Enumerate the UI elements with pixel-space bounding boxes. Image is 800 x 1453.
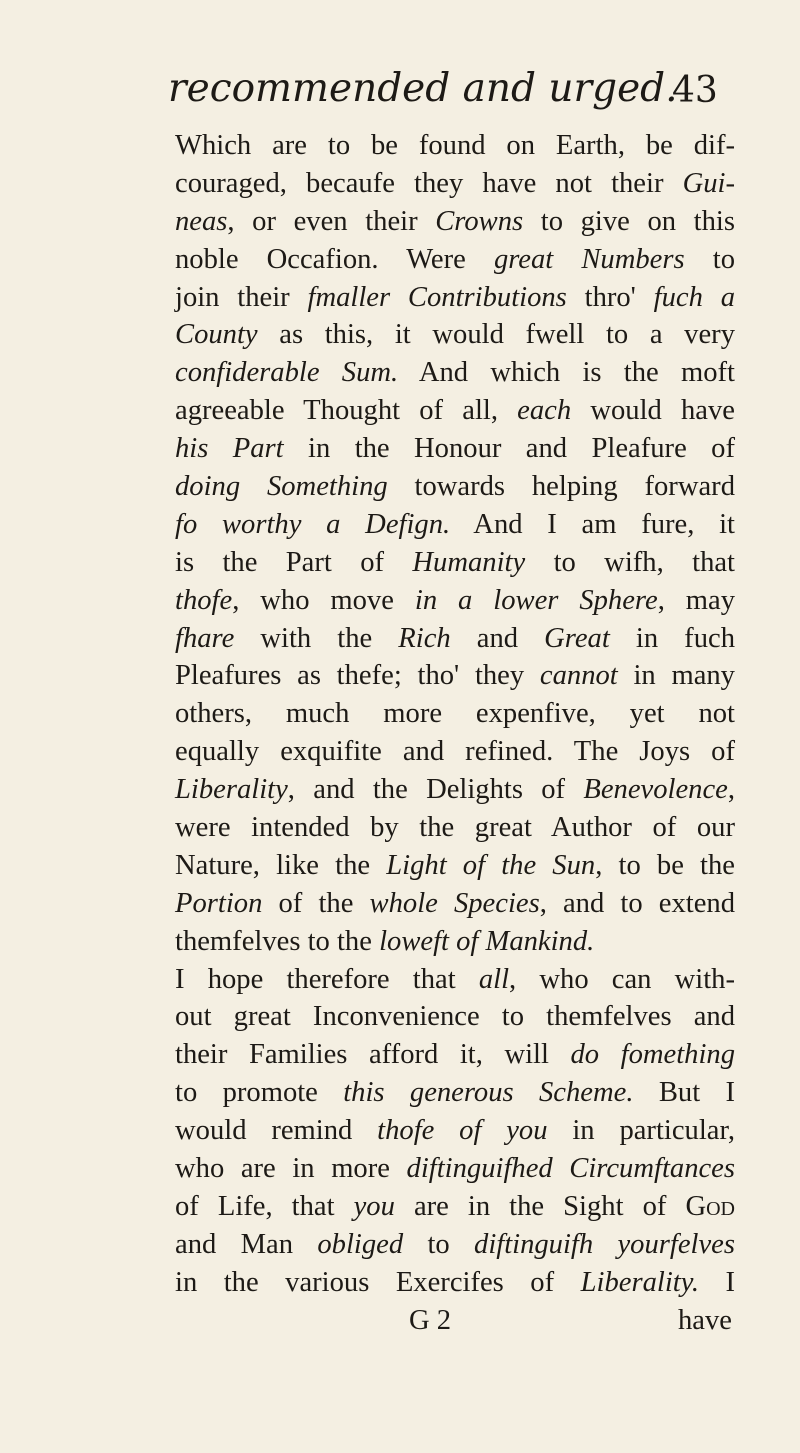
italic-text: diftinguifhed Circumftances: [406, 1153, 735, 1185]
text-run: , and the Delights of: [287, 774, 584, 806]
text-line: [175, 1112, 735, 1150]
text-run: towards helping forward: [387, 471, 735, 503]
text-run: I: [698, 1266, 735, 1298]
text-run: to wifh, that: [525, 546, 736, 578]
italic-text: fuch a: [653, 281, 735, 313]
text-run: , to be the: [595, 849, 735, 881]
text-line: [175, 165, 735, 203]
italic-text: neas: [175, 205, 228, 237]
italic-text: his Part: [175, 433, 284, 465]
text-run: to: [684, 243, 735, 275]
italic-text: loweft of Mankind.: [379, 925, 595, 957]
text-line: [175, 1074, 735, 1112]
body-text: [175, 127, 735, 1340]
text-run: noble Occafion. Were: [175, 243, 494, 275]
text-run: ,: [727, 774, 735, 806]
italic-text: Crowns: [435, 205, 524, 237]
italic-text: Liberality: [175, 774, 288, 806]
text-line: [175, 279, 735, 317]
text-line: [175, 506, 735, 544]
text-run: And which is the moft: [398, 357, 736, 389]
italic-text: do fomething: [570, 1039, 736, 1071]
text-line: [175, 733, 735, 771]
text-line: [175, 582, 735, 620]
text-run: Which are to be found on Earth, be dif-: [175, 130, 735, 161]
text-line: [175, 657, 735, 695]
text-line: [175, 771, 735, 809]
text-line: [175, 430, 735, 468]
text-line: [175, 544, 735, 582]
footer-line: [175, 1302, 735, 1340]
italic-text: confiderable Sum.: [175, 357, 399, 389]
italic-text: Great: [544, 622, 610, 654]
text-run: Pleafures as thefe; tho' they: [175, 660, 540, 692]
italic-text: fmaller Contributions: [307, 281, 567, 313]
text-run: in the various Exercifes of: [175, 1266, 581, 1298]
text-line: [175, 316, 735, 354]
text-line: [175, 1036, 735, 1074]
text-line: [175, 620, 735, 658]
text-run: Nature, like the: [175, 849, 387, 881]
text-run: in fuch: [609, 622, 735, 654]
italic-text: all: [478, 963, 510, 995]
text-run: , who move: [232, 584, 415, 616]
text-run: And I am fure, it: [450, 508, 735, 540]
text-line: [175, 695, 735, 733]
text-run: join their: [175, 281, 308, 313]
text-line: [175, 127, 735, 165]
italic-text: Liberality.: [580, 1266, 699, 1298]
text-run: is the Part of: [175, 546, 413, 578]
text-line: [175, 203, 735, 241]
text-run: God: [685, 1190, 735, 1222]
text-line: [175, 1188, 735, 1226]
italic-text: Portion: [175, 887, 263, 919]
text-run: and: [450, 622, 545, 654]
text-run: in the Honour and Pleafure of: [283, 433, 735, 465]
italic-text: great Numbers: [493, 243, 685, 275]
text-line: [175, 354, 735, 392]
text-run: couraged, becaufe they have not their: [175, 167, 683, 199]
italic-text: Light of the Sun: [386, 849, 596, 881]
text-run: of the: [262, 887, 370, 919]
text-run: in particular,: [547, 1115, 735, 1147]
italic-text: County: [175, 319, 258, 351]
text-run: others, much more expenfive, yet not: [175, 698, 735, 730]
text-run: agreeable Thought of all,: [175, 395, 518, 427]
italic-text: this generous Scheme.: [343, 1077, 634, 1109]
italic-text: each: [517, 395, 572, 427]
text-run: with the: [234, 622, 399, 654]
text-line: [175, 923, 735, 961]
italic-text: fhare: [175, 622, 235, 654]
text-run: I hope therefore that: [175, 963, 479, 995]
text-run: to promote: [175, 1077, 344, 1109]
text-line: [175, 468, 735, 506]
italic-text: Rich: [398, 622, 451, 654]
text-run: would remind: [175, 1115, 378, 1147]
italic-text: whole Species: [369, 887, 540, 919]
text-run: would have: [571, 395, 735, 427]
text-run: and Man: [175, 1228, 318, 1260]
text-run: are in the Sight of: [394, 1190, 686, 1222]
text-line: [175, 1226, 735, 1264]
text-line: [175, 1150, 735, 1188]
text-line: [175, 961, 735, 999]
italic-text: obliged: [317, 1228, 404, 1260]
page-number: 43: [672, 70, 718, 111]
italic-text: doing Something: [175, 471, 388, 503]
text-line: [175, 998, 735, 1036]
text-run: who are in more: [175, 1153, 407, 1185]
text-line: [175, 392, 735, 430]
italic-text: fo worthy a Defign.: [175, 508, 451, 540]
text-run: to: [403, 1228, 475, 1260]
text-run: But I: [633, 1077, 736, 1109]
text-line: [175, 809, 735, 847]
catchword: have: [678, 1304, 732, 1336]
text-run: themfelves to the: [175, 925, 380, 957]
italic-text: in a lower Sphere: [414, 584, 658, 616]
italic-text: Benevolence: [583, 774, 728, 806]
italic-text: you: [353, 1190, 395, 1222]
italic-text: diftinguifh yourfelves: [474, 1228, 735, 1260]
italic-text: thofe: [175, 584, 233, 616]
signature-mark: G 2: [409, 1304, 452, 1336]
italic-text: Humanity: [412, 546, 526, 578]
text-run: , who can with-: [509, 963, 735, 995]
text-line: [175, 847, 735, 885]
text-line: [175, 1264, 735, 1302]
text-run: out great Inconvenience to themfelves and: [175, 1001, 735, 1033]
text-line: [175, 885, 735, 923]
text-run: , may: [657, 584, 735, 616]
text-run: as this, it would fwell to a very: [257, 319, 735, 351]
text-run: equally exquifite and refined. The Joys of: [175, 736, 735, 768]
text-run: , or even their: [227, 205, 436, 237]
italic-text: thofe of you: [377, 1115, 548, 1147]
running-title: recommended and urged.: [168, 66, 678, 111]
text-run: thro': [566, 281, 654, 313]
text-run: were intended by the great Author of our: [175, 812, 735, 844]
text-line: [175, 241, 735, 279]
italic-text: Gui-: [682, 167, 735, 199]
text-run: to give on this: [523, 205, 735, 237]
italic-text: cannot: [539, 660, 618, 692]
text-run: of Life, that: [175, 1190, 354, 1222]
text-run: , and to extend: [539, 887, 735, 919]
text-run: in many: [617, 660, 735, 692]
text-run: their Families afford it, will: [175, 1039, 571, 1071]
